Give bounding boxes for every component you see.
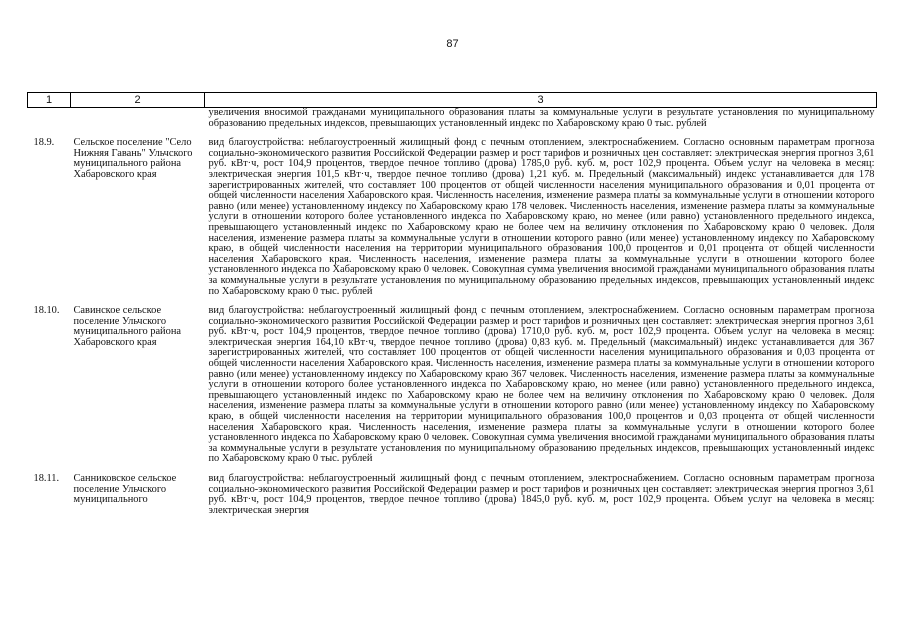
- row-number: 18.9.: [33, 137, 55, 149]
- page-number: 87: [446, 38, 459, 50]
- table-row-continuation: [28, 108, 877, 130]
- header-col-1: 1: [28, 93, 71, 108]
- table-row: [28, 129, 877, 297]
- header-col-2: 2: [71, 93, 205, 108]
- indices-table: [27, 92, 877, 516]
- table-header-row: [28, 93, 877, 108]
- table-row: [28, 297, 877, 465]
- table-row: [28, 465, 877, 516]
- row-description: вид благоустройства: неблагоустроенный жилищный фонд с печным отоплением, электроснабжением. Согласно основным параметрам прогноза социально-экономического развития Российской Федерации размер и рост тарифов и розничных цен составляет: электрическая энергия прогноз 3,61 руб. кВт·ч, рост 104,9 процентов, твердое печное топливо (дрова) 1710,0 руб. куб. м, рост 102,9 процента. Объем услуг на человека в месяц: электрическая энергия 164,10 кВт·ч, твердое печное топливо (дрова) 0,83 куб. м. Предельный (максимальный) индекс устанавливается для 367 зарегистрированных жителей, что составляет 100 процентов от общей численности населения муниципального образования и 0,03 процента от общей численности населения Хабаровского края. Численность населения, изменение размера платы за коммунальные услуги в отношении которого равно (или менее) установленному индексу по Хабаровскому краю 367 человек. Численность населения, изменение размера платы за коммунальные услуги в отношении которого более установленного индекса по Хабаровскому краю, но менее (или равно) установленного предельного индекса, превышающего установленный индекс по Хабаровскому краю не более чем на величину отклонения по Хабаровскому краю 0 человек. Доля населения, изменение размера платы за коммунальные услуги в отношении которого равно (или менее) установленному индексу по Хабаровскому краю, в общей численности населения на территории муниципального образования 100,0 процентов и 0,03 процента от общей численности населения Хабаровского края. Численность населения, изменение размера платы за коммунальные услуги в отношении которого более установленного индекса по Хабаровскому краю 0 человек. Совокупная сумма увеличения вносимой гражданами муниципального образования платы за коммунальные услуги в результате установления по муниципальному образованию предельных индексов, превышающих установленный индекс по Хабаровскому краю 0 тыс. рублей: [208, 305, 875, 465]
- row-description: вид благоустройства: неблагоустроенный жилищный фонд с печным отоплением, электроснабжением. Согласно основным параметрам прогноза социально-экономического развития Российской Федерации размер и рост тарифов и розничных цен составляет: электрическая энергия прогноз 3,61 руб. кВт·ч, рост 104,9 процентов, твердое печное топливо (дрова) 1785,0 руб. куб. м, рост 102,9 процента. Объем услуг на человека в месяц: электрическая энергия 101,5 кВт·ч, твердое печное топливо (дрова) 1,21 куб. м. Предельный (максимальный) индекс устанавливается для 178 зарегистрированных жителей, что составляет 100 процентов от общей численности населения муниципального образования и 0,01 процента от общей численности населения Хабаровского края. Численность населения, изменение размера платы за коммунальные услуги в отношении которого равно (или менее) установленному индексу по Хабаровскому краю 178 человек. Численность населения, изменение размера платы за коммунальные услуги в отношении которого более установленного индекса по Хабаровскому краю, но менее (или равно) установленного предельного индекса, превышающего установленный индекс по Хабаровскому краю не более чем на величину отклонения по Хабаровскому краю 0 человек. Доля населения, изменение размера платы за коммунальные услуги в отношении которого равно (или менее) установленному индексу по Хабаровскому краю, в общей численности населения на территории муниципального образования 100,0 процентов и 0,01 процента от общей численности населения Хабаровского края. Численность населения, изменение размера платы за коммунальные услуги в отношении которого более установленного индекса по Хабаровскому краю 0 человек. Совокупная сумма увеличения вносимой гражданами муниципального образования платы за коммунальные услуги в результате установления по муниципальному образованию предельных индексов, превышающих установленный индекс по Хабаровскому краю 0 тыс. рублей: [208, 137, 875, 297]
- header-col-3: 3: [205, 93, 877, 108]
- continuation-text: увеличения вносимой гражданами муниципального образования платы за коммунальные услуги в результате установления по муниципальному образованию предельных индексов, превышающих установленный индекс по Хабаровскому краю 0 тыс. рублей: [208, 107, 875, 129]
- row-description: вид благоустройства: неблагоустроенный жилищный фонд с печным отоплением, электроснабжением. Согласно основным параметрам прогноза социально-экономического развития Российской Федерации размер и рост тарифов и розничных цен составляет: электрическая энергия прогноз 3,61 руб. кВт·ч, рост 104,9 процентов, твердое печное топливо (дрова) 1845,0 руб. куб. м, рост 102,9 процента. Объем услуг на человека в месяц: электрическая энергия: [208, 473, 875, 516]
- row-number: 18.10.: [33, 305, 60, 317]
- municipality-name: Сельское поселение "Село Нижняя Гавань" Ульчского муниципального района Хабаровского края: [73, 137, 193, 180]
- municipality-name: Савинское сельское поселение Ульчского муниципального района Хабаровского края: [73, 305, 181, 348]
- row-number: 18.11.: [33, 473, 60, 484]
- municipality-name: Санниковское сельское поселение Ульчского муниципального: [73, 473, 177, 506]
